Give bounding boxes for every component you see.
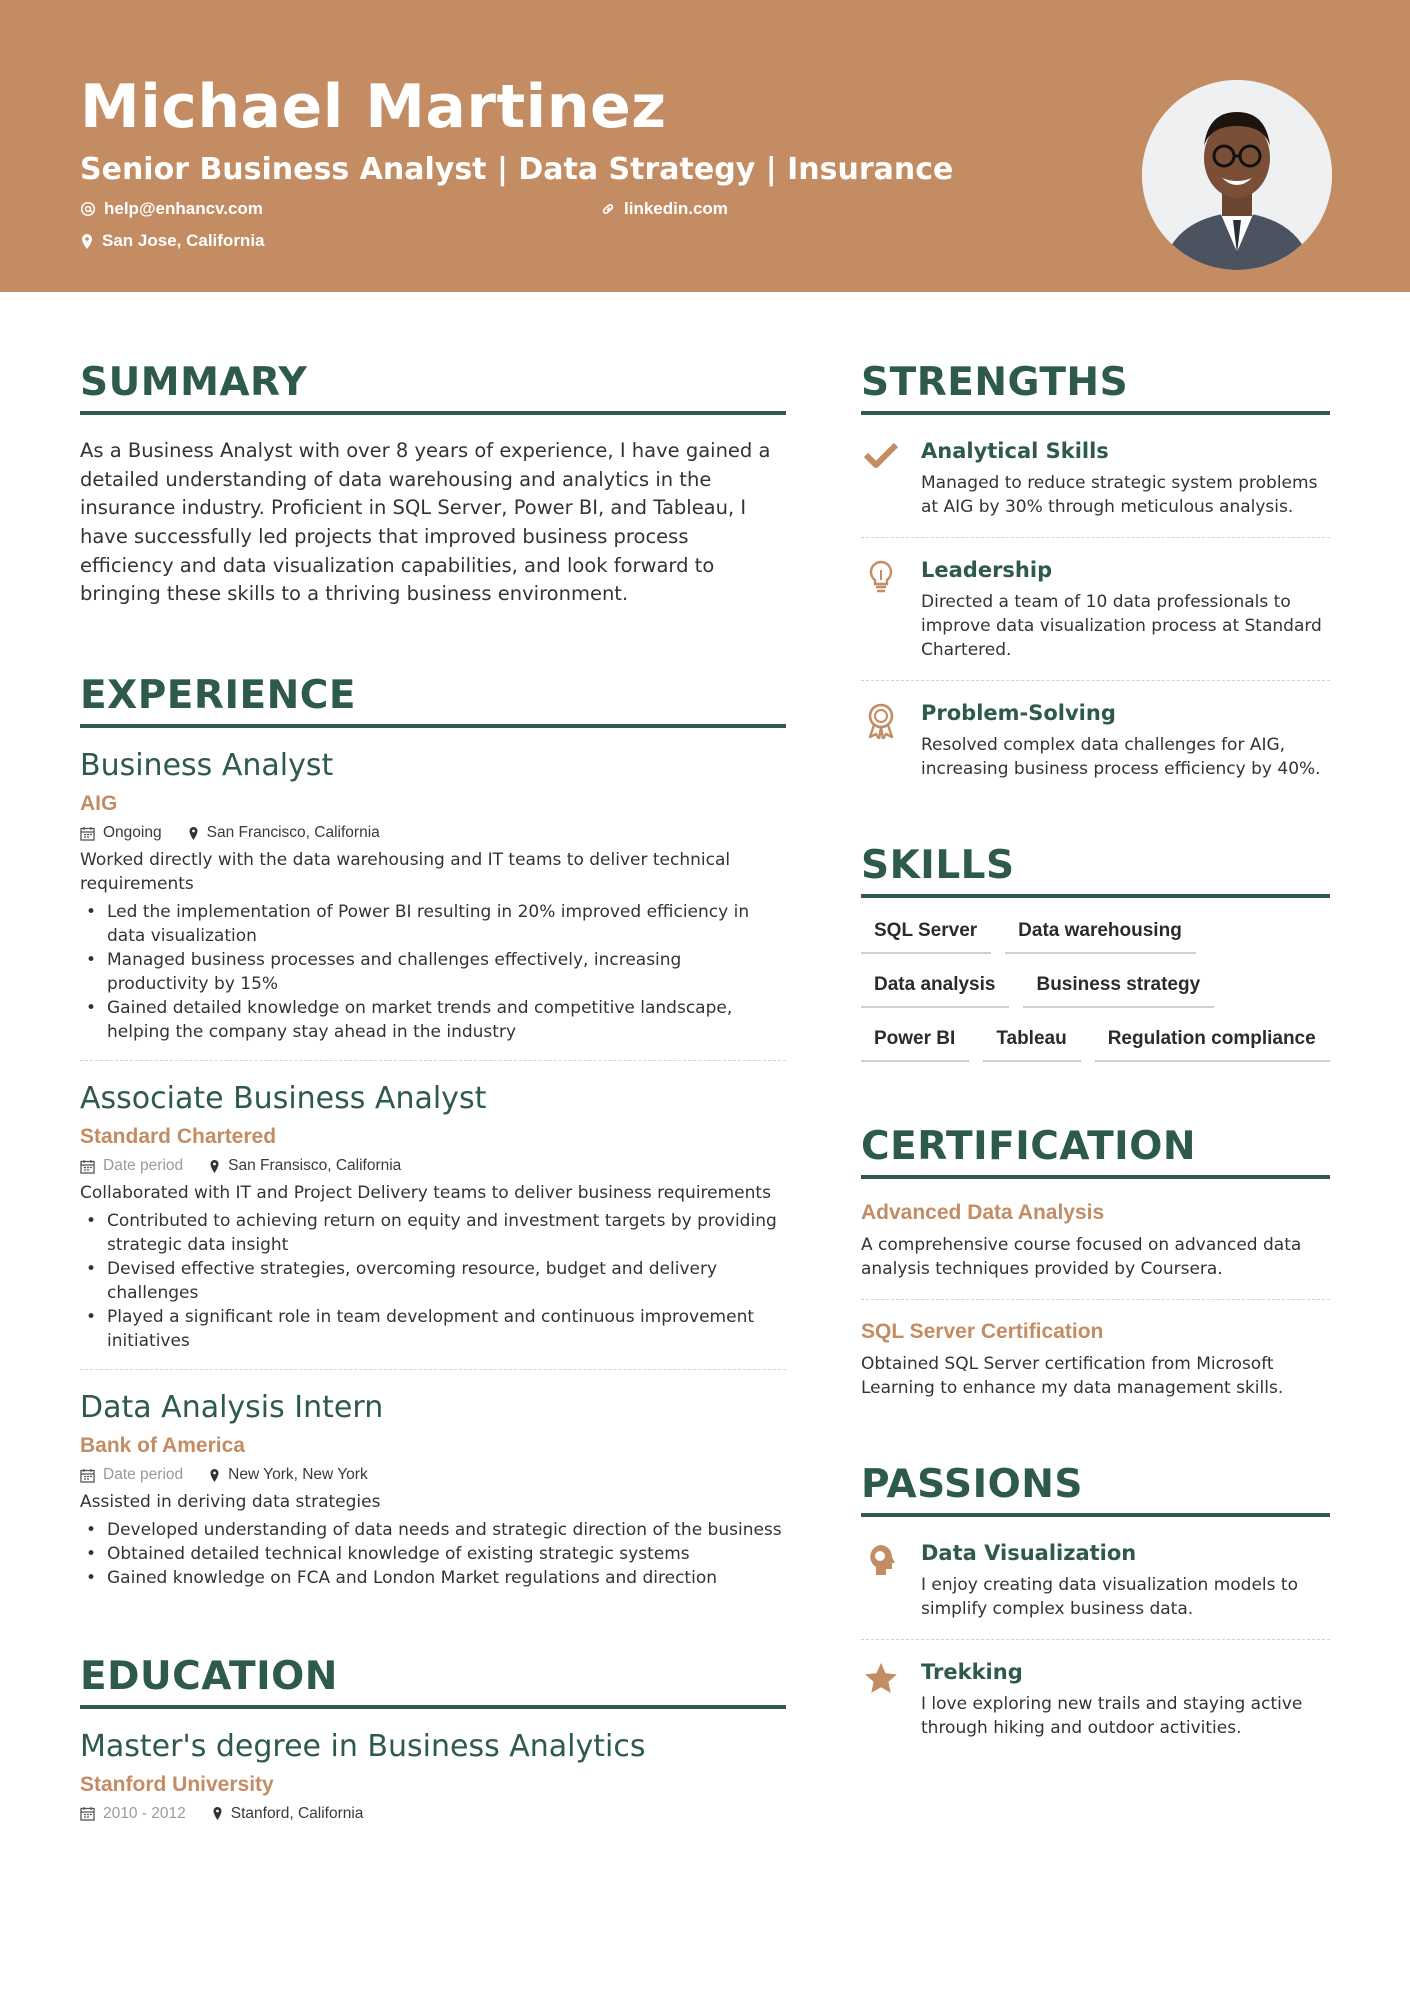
skill-tag: SQL Server [861, 920, 991, 954]
map-pin-icon [209, 1159, 220, 1174]
job-location: New York, New York [228, 1466, 368, 1483]
job-title: Data Analysis Intern [80, 1390, 384, 1425]
bullet-item: • Developed understanding of data needs and strategic direction of the business [80, 1518, 786, 1542]
education-meta [80, 1805, 786, 1823]
certification-heading: CERTIFICATION [861, 1126, 1330, 1179]
bullet-item: • Played a significant role in team development and continuous improvement initiatives [80, 1305, 786, 1353]
cert-title: Advanced Data Analysis [861, 1200, 1105, 1224]
job-date: Date period [103, 1157, 184, 1174]
right-column [861, 362, 1330, 1740]
bullet-item: • Gained knowledge on FCA and London Market regulations and direction [80, 1566, 786, 1590]
job-title: Associate Business Analyst [80, 1081, 487, 1116]
linkedin-text: linkedin.com [624, 199, 728, 218]
lightbulb-icon [868, 560, 894, 594]
location-text: San Jose, California [102, 231, 265, 250]
education-entry [80, 1729, 786, 1823]
link-icon [600, 201, 616, 217]
cert-desc: A comprehensive course focused on advanced data analysis techniques provided by Coursera. [861, 1234, 1302, 1279]
header-banner [0, 0, 1410, 292]
left-column [80, 362, 786, 1823]
strength-desc: Directed a team of 10 data professionals to improve data visualization process at Standard Chartered. [921, 591, 1322, 660]
strength-title: Problem-Solving [921, 700, 1116, 725]
experience-entry [80, 1081, 786, 1353]
degree-title: Master's degree in Business Analytics [80, 1728, 646, 1764]
skills-list [861, 920, 1330, 1082]
divider [861, 1299, 1330, 1300]
profile-photo [1142, 80, 1332, 270]
job-meta [80, 1157, 786, 1175]
divider [861, 1639, 1330, 1640]
bullet-item: • Obtained detailed technical knowledge of existing strategic systems [80, 1542, 786, 1566]
passion-title: Trekking [921, 1659, 1023, 1684]
strength-item [861, 558, 1330, 662]
skill-tag: Regulation compliance [1095, 1028, 1330, 1062]
bullet-item: • Devised effective strategies, overcoming resource, budget and delivery challenges [80, 1257, 786, 1305]
passion-item [861, 1660, 1330, 1740]
strengths-heading: STRENGTHS [861, 362, 1330, 415]
job-location: San Francisco, California [206, 824, 380, 841]
job-description: Assisted in deriving data strategies [80, 1492, 381, 1512]
skill-tag: Tableau [983, 1028, 1080, 1062]
divider [861, 680, 1330, 681]
bullet-item: • Managed business processes and challenges effectively, increasing productivity by 15% [80, 948, 786, 996]
bullet-item: • Contributed to achieving return on equity and investment targets by providing strategic data insight [80, 1209, 786, 1257]
divider [861, 537, 1330, 538]
school-name: Stanford University [80, 1772, 274, 1796]
strength-item [861, 439, 1330, 519]
calendar-icon [80, 1159, 95, 1174]
strength-title: Analytical Skills [921, 438, 1109, 463]
strength-desc: Managed to reduce strategic system problems at AIG by 30% through meticulous analysis. [921, 472, 1318, 517]
skill-tag: Data warehousing [1005, 920, 1196, 954]
certification-item [861, 1320, 1330, 1400]
passion-title: Data Visualization [921, 1540, 1137, 1565]
job-bullets [80, 1209, 786, 1353]
strength-title: Leadership [921, 557, 1053, 582]
passions-heading: PASSIONS [861, 1464, 1330, 1517]
company-name: AIG [80, 792, 118, 815]
map-pin-icon [80, 233, 94, 250]
strength-desc: Resolved complex data challenges for AIG, increasing business process efficiency by 40%. [921, 734, 1321, 779]
job-date: Date period [103, 1466, 184, 1483]
award-medal-icon [866, 703, 896, 739]
location-contact [80, 231, 265, 251]
education-date: 2010 - 2012 [103, 1804, 186, 1822]
company-name: Standard Chartered [80, 1125, 277, 1148]
email-text: help@enhancv.com [104, 199, 263, 218]
company-name: Bank of America [80, 1434, 245, 1457]
job-meta [80, 824, 786, 842]
skill-tag: Business strategy [1023, 974, 1214, 1008]
passion-desc: I love exploring new trails and staying active through hiking and outdoor activities. [921, 1693, 1303, 1738]
star-icon [864, 1662, 898, 1694]
skills-heading: SKILLS [861, 845, 1330, 898]
candidate-name: Michael Martinez [80, 72, 667, 142]
passion-desc: I enjoy creating data visualization models to simplify complex business data. [921, 1574, 1298, 1619]
calendar-icon [80, 1806, 95, 1821]
calendar-icon [80, 826, 95, 841]
bullet-item: • Led the implementation of Power BI resulting in 20% improved efficiency in data visualization [80, 900, 786, 948]
head-brain-icon [866, 1543, 896, 1577]
job-description: Worked directly with the data warehousing and IT teams to deliver technical requirements [80, 850, 731, 894]
experience-entry [80, 1390, 786, 1590]
at-icon [80, 201, 96, 217]
skill-tag: Power BI [861, 1028, 969, 1062]
job-meta [80, 1466, 786, 1484]
job-title: Business Analyst [80, 748, 334, 783]
bullet-item: • Gained detailed knowledge on market trends and competitive landscape, helping the company stay ahead in the industry [80, 996, 786, 1044]
divider [80, 1060, 786, 1061]
job-location: San Fransisco, California [228, 1157, 402, 1174]
cert-title: SQL Server Certification [861, 1319, 1104, 1343]
email-contact[interactable] [80, 199, 263, 219]
summary-text: As a Business Analyst with over 8 years of experience, I have gained a detailed understanding of data warehousing and analytics in the insurance industry. Proficient in SQL Server, Power BI, and Tableau, I have successfully led projects that improved business process efficiency and data visualization capabilities, and look forward to bringing these skills to a thriving business environment. [80, 438, 771, 606]
experience-heading: EXPERIENCE [80, 675, 786, 728]
map-pin-icon [212, 1806, 223, 1821]
divider [80, 1369, 786, 1370]
summary-heading: SUMMARY [80, 362, 786, 415]
job-bullets [80, 900, 786, 1044]
cert-desc: Obtained SQL Server certification from Microsoft Learning to enhance my data management skills. [861, 1353, 1284, 1398]
map-pin-icon [209, 1468, 220, 1483]
education-location: Stanford, California [230, 1804, 364, 1822]
job-date: Ongoing [103, 824, 162, 841]
education-heading: EDUCATION [80, 1656, 786, 1709]
checkmark-icon [864, 441, 898, 469]
person-icon [1142, 80, 1332, 270]
skill-tag: Data analysis [861, 974, 1009, 1008]
headline: Senior Business Analyst | Data Strategy | Insurance [80, 152, 954, 187]
job-bullets [80, 1518, 786, 1590]
calendar-icon [80, 1468, 95, 1483]
passion-item [861, 1541, 1330, 1621]
certification-item [861, 1201, 1330, 1281]
linkedin-contact[interactable] [600, 199, 728, 219]
map-pin-icon [188, 826, 199, 841]
job-description: Collaborated with IT and Project Delivery teams to deliver business requirements [80, 1183, 771, 1203]
strength-item [861, 701, 1330, 781]
experience-entry [80, 748, 786, 1044]
